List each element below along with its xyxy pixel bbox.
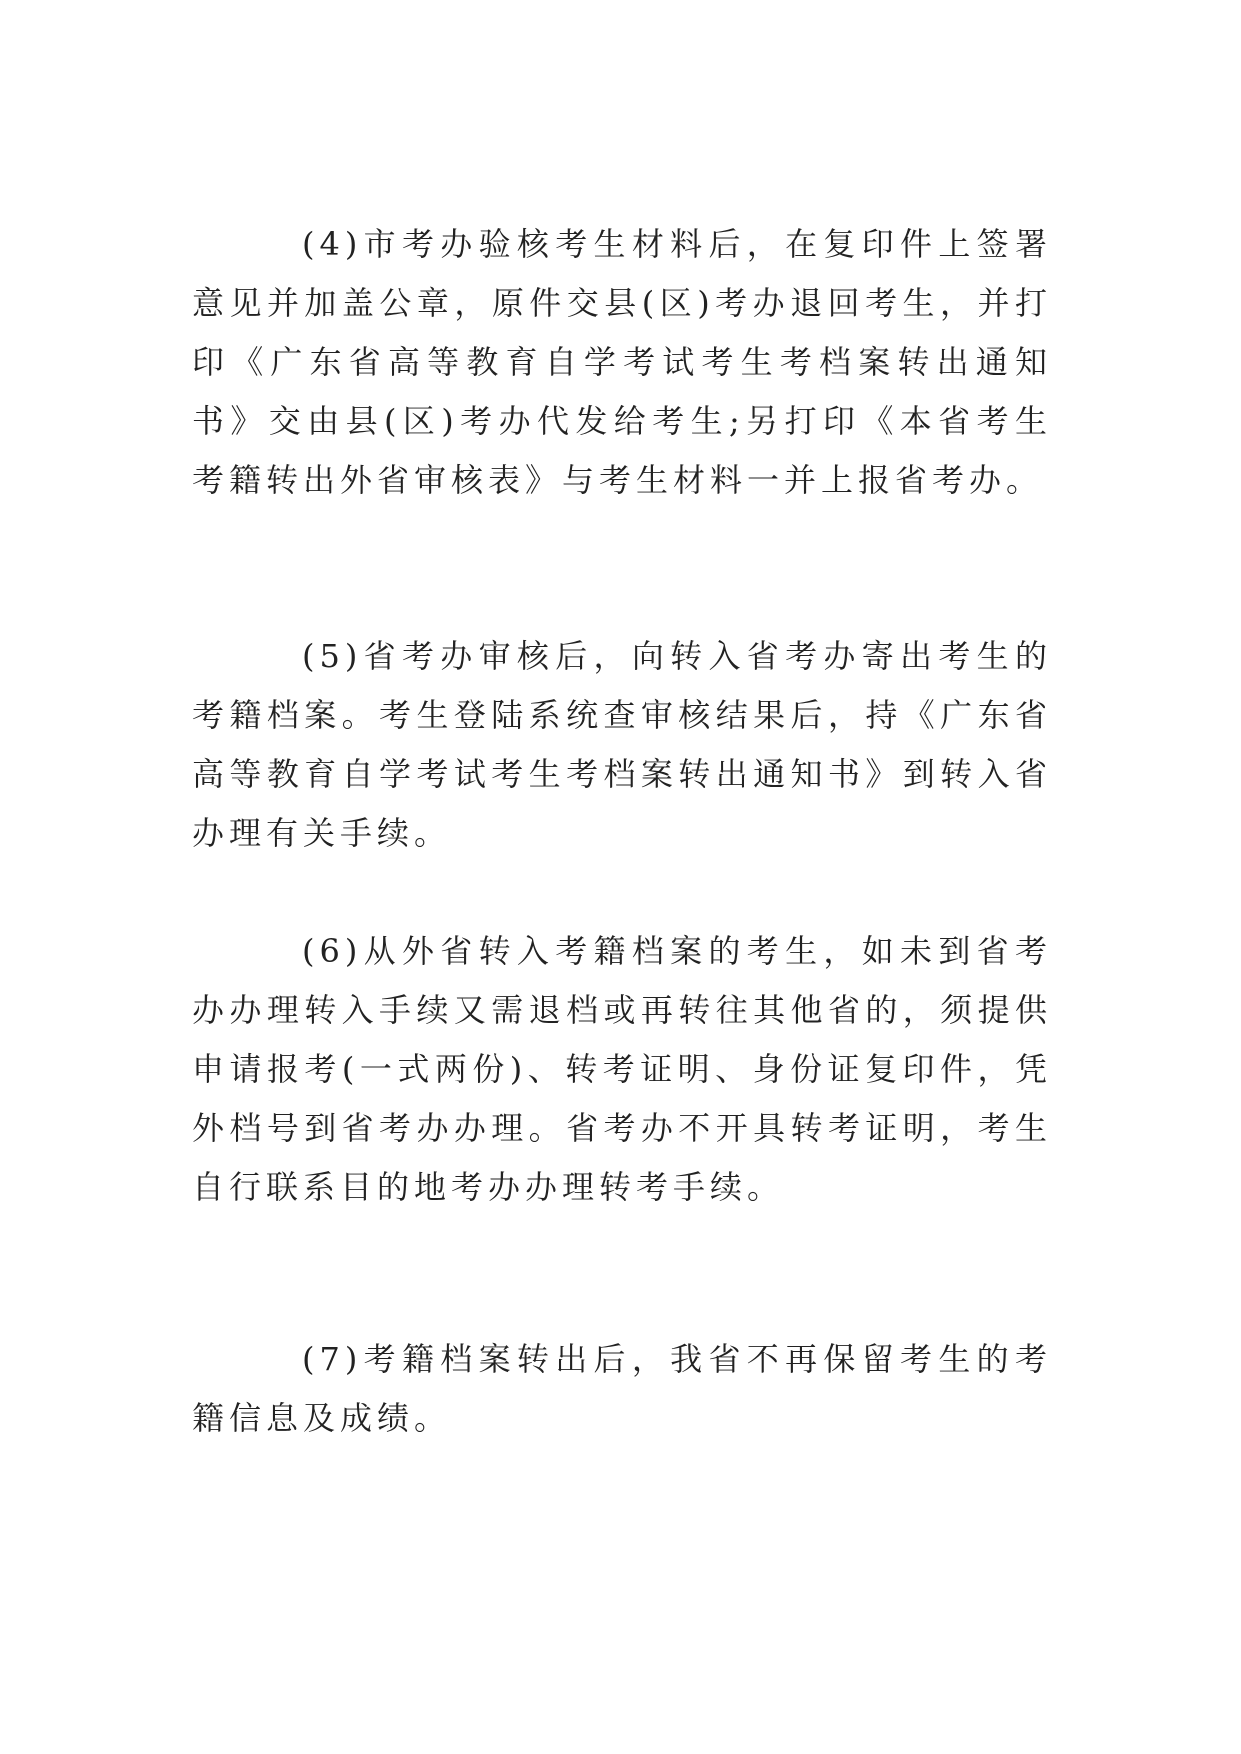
paragraph-item-6: (6)从外省转入考籍档案的考生，如未到省考办办理转入手续又需退档或再转往其他省的，须提供申请报考(一式两份)、转考证明、身份证复印件，凭外档号到省考办办理。省考办不开具转考证明，考生自行联系目的地考办办理转考手续。 xyxy=(192,932,1052,1206)
paragraph-item-5: (5)省考办审核后，向转入省考办寄出考生的考籍档案。考生登陆系统查审核结果后，持《广东省高等教育自学考试考生考档案转出通知书》到转入省办理有关手续。 xyxy=(192,637,1052,852)
paragraph-item-4: (4)市考办验核考生材料后，在复印件上签署意见并加盖公章，原件交县(区)考办退回考生，并打印《广东省高等教育自学考试考生考档案转出通知书》交由县(区)考办代发给考生;另打印《本省考生考籍转出外省审核表》与考生材料一并上报省考办。 xyxy=(192,225,1052,499)
paragraph-item-7: (7)考籍档案转出后，我省不再保留考生的考籍信息及成绩。 xyxy=(192,1340,1052,1437)
